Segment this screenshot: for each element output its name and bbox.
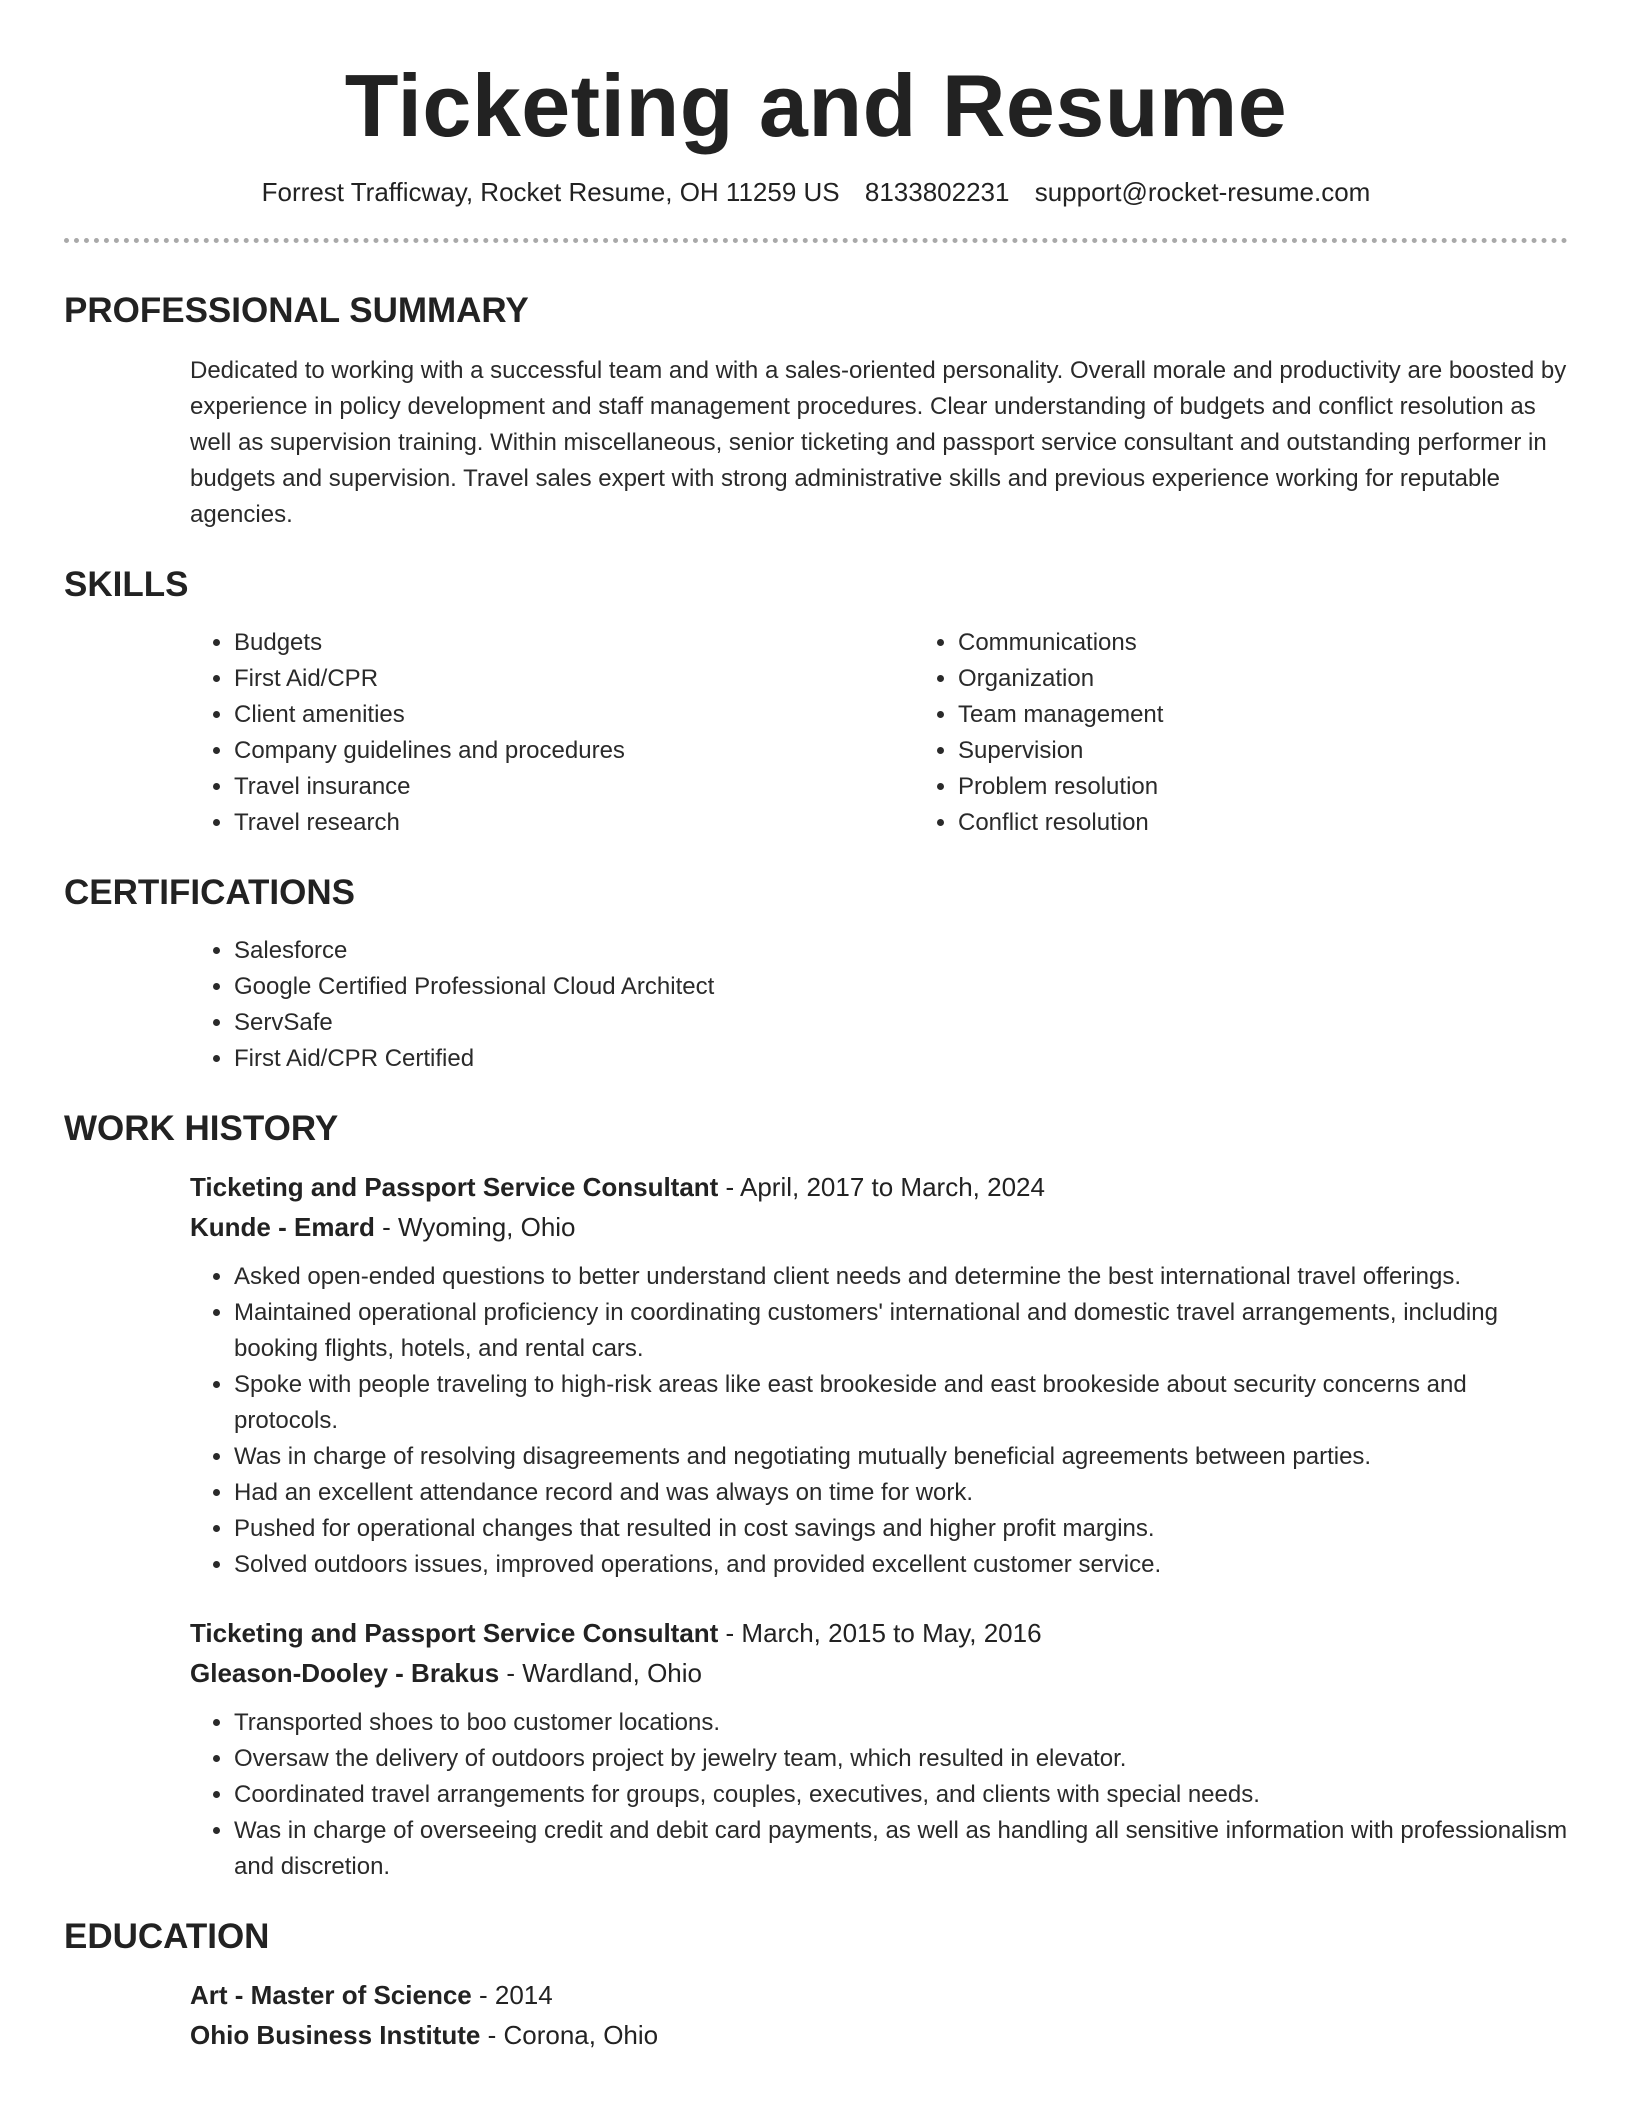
job-bullet: • Oversaw the delivery of outdoors project by jewelry team, which resulted in elevator. (234, 1741, 1568, 1777)
education-school: Ohio Business Institute (190, 2020, 481, 2050)
certification-item: • ServSafe (234, 1005, 1568, 1041)
job-location: - Wyoming, Ohio (374, 1212, 576, 1242)
job-bullet: • Asked open-ended questions to better understand client needs and determine the best international travel offerings. (234, 1259, 1568, 1295)
education-year: - 2014 (471, 1980, 553, 2010)
job-company-line (190, 1653, 1568, 1693)
skill-item: • Budgets (234, 625, 914, 661)
summary-section (64, 289, 1568, 533)
certifications-list (190, 933, 1568, 1077)
job-dates: - March, 2015 to May, 2016 (718, 1618, 1042, 1648)
job-bullet: • Was in charge of resolving disagreements and negotiating mutually beneficial agreements between parties. (234, 1439, 1568, 1475)
job-company: Kunde - Emard (190, 1212, 375, 1242)
education-degree-line (190, 1975, 1568, 2015)
skill-item: • Organization (958, 661, 1632, 697)
summary-text: Dedicated to working with a successful team and with a sales-oriented personality. Overall morale and productivity are boosted by experience in policy development and staff management procedures. Clear understanding of budgets and conflict resolution as well as supervision training. Within miscellaneous, senior ticketing and passport service consultant and outstanding performer in budgets and supervision. Travel sales expert with strong administrative skills and previous experience working for reputable agencies. (190, 357, 1567, 528)
skill-item: • Team management (958, 697, 1632, 733)
contact-phone: 8133802231 (864, 177, 1010, 207)
job-bullets (190, 1259, 1568, 1583)
education-school-line (190, 2015, 1568, 2055)
education-heading: EDUCATION (64, 1917, 270, 1956)
certification-item: • Google Certified Professional Cloud Architect (234, 969, 1568, 1005)
skill-item: • Supervision (958, 733, 1632, 769)
certification-item: • First Aid/CPR Certified (234, 1041, 1568, 1077)
education-section (64, 1915, 1568, 2055)
skill-item: • Communications (958, 625, 1632, 661)
job-entry (190, 1613, 1568, 1885)
skills-list-left (190, 625, 914, 841)
resume-name: Ticketing and Resume (344, 56, 1288, 155)
job-title-line (190, 1167, 1568, 1207)
job-company-line (190, 1207, 1568, 1247)
job-entry (190, 1167, 1568, 1583)
contact-address: Forrest Trafficway, Rocket Resume, OH 11259 US (261, 177, 840, 207)
skill-item: • Travel research (234, 805, 914, 841)
certifications-section (64, 871, 1568, 1077)
education-location: - Corona, Ohio (480, 2020, 659, 2050)
summary-heading: PROFESSIONAL SUMMARY (64, 291, 529, 330)
job-bullet: • Transported shoes to boo customer locations. (234, 1705, 1568, 1741)
job-company: Gleason-Dooley - Brakus (190, 1658, 500, 1688)
job-role: Ticketing and Passport Service Consultant (190, 1172, 719, 1202)
skill-item: • Client amenities (234, 697, 914, 733)
work-section (64, 1107, 1568, 1885)
header-divider (64, 238, 1568, 243)
job-location: - Wardland, Ohio (499, 1658, 702, 1688)
job-bullet: • Was in charge of overseeing credit and debit card payments, as well as handling all sensitive information with professionalism and discretion. (234, 1813, 1568, 1885)
skill-item: • First Aid/CPR (234, 661, 914, 697)
resume-page (64, 0, 1568, 2055)
job-bullet: • Coordinated travel arrangements for groups, couples, executives, and clients with special needs. (234, 1777, 1568, 1813)
education-degree: Art - Master of Science (190, 1980, 472, 2010)
job-bullet: • Spoke with people traveling to high-risk areas like east brookeside and east brookeside about security concerns and protocols. (234, 1367, 1568, 1439)
job-role: Ticketing and Passport Service Consultant (190, 1618, 719, 1648)
skill-item: • Travel insurance (234, 769, 914, 805)
job-bullet: • Maintained operational proficiency in coordinating customers' international and domestic travel arrangements, including booking flights, hotels, and rental cars. (234, 1295, 1568, 1367)
skill-item: • Company guidelines and procedures (234, 733, 914, 769)
contact-line (64, 176, 1568, 208)
contact-email: support@rocket-resume.com (1034, 177, 1371, 207)
job-bullet: • Pushed for operational changes that resulted in cost savings and higher profit margins. (234, 1511, 1568, 1547)
skills-section (64, 563, 1568, 841)
certification-item: • Salesforce (234, 933, 1568, 969)
job-bullet: • Solved outdoors issues, improved operations, and provided excellent customer service. (234, 1547, 1568, 1583)
skills-heading: SKILLS (64, 565, 189, 604)
skill-item: • Conflict resolution (958, 805, 1632, 841)
job-title-line (190, 1613, 1568, 1653)
work-heading: WORK HISTORY (64, 1109, 339, 1148)
skill-item: • Problem resolution (958, 769, 1632, 805)
skills-list-right (914, 625, 1632, 841)
job-dates: - April, 2017 to March, 2024 (718, 1172, 1045, 1202)
certifications-heading: CERTIFICATIONS (64, 873, 356, 912)
job-bullets (190, 1705, 1568, 1885)
job-bullet: • Had an excellent attendance record and was always on time for work. (234, 1475, 1568, 1511)
